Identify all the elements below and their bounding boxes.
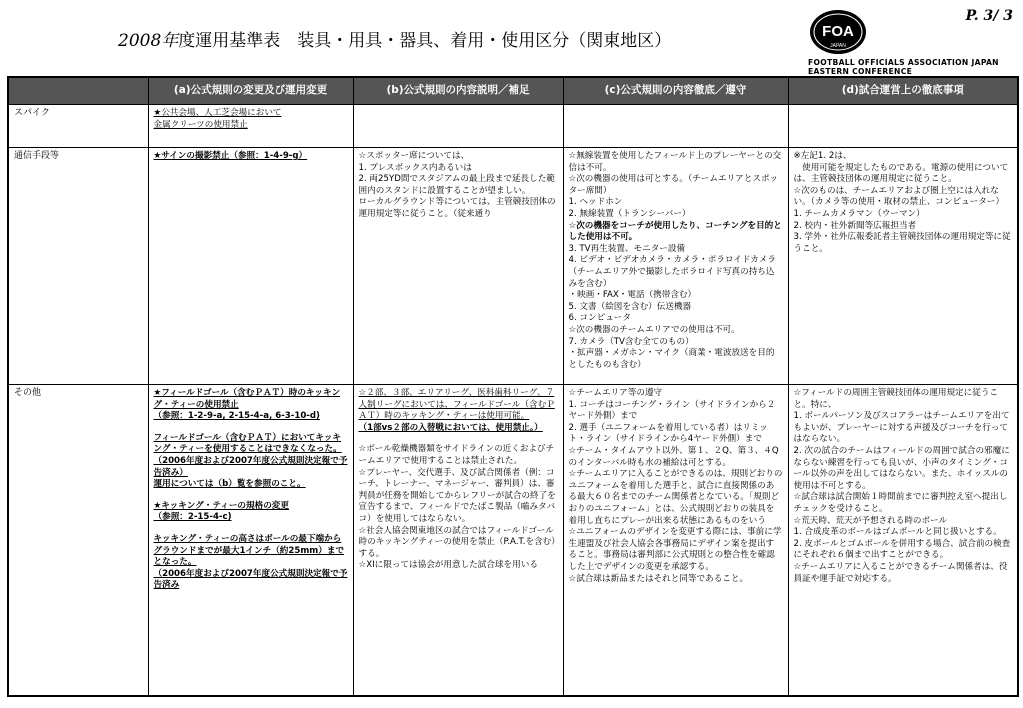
column-header-b: (b)公式規則の内容説明／補足 — [353, 77, 563, 105]
cell-d: ※左記1. 2は、 使用可能を規定したものである。電源の使用については、主管競技団体の運用規定に従うこと。 ☆次のものは、チームエリアおよび圏上空には入れない。（カメラ等の使用・取材の禁止、コンピューター） 1. チームカメラマン（ウーマン） 2. 校内・社外新聞等広報担当者 3. 学外・社外広報委託者主管競技団体の運用規定等に従うこと。 — [788, 148, 1018, 385]
table-row — [8, 105, 1018, 148]
foa-logo — [806, 6, 1021, 76]
logo-text: FOA — [822, 23, 854, 40]
page-title — [118, 26, 671, 51]
column-header-a: (a)公式規則の変更及び運用変更 — [148, 77, 353, 105]
table-row — [8, 148, 1018, 385]
column-header-d: (d)試合運営上の徹底事項 — [788, 77, 1018, 105]
column-header-c: (c)公式規則の内容徹底／遵守 — [563, 77, 788, 105]
title-year: 2008年 — [118, 31, 179, 51]
row-label: 通信手段等 — [8, 148, 148, 385]
logo-sub: JAPAN — [830, 43, 846, 49]
cell-b: ☆スポッター席については、 1. プレスボックス内あるいは 2. 両25YD間でスタジアムの最上段まで延長した範囲内のスタンドに設置することが望ましい。 ローカルグラウンド等については、主管競技団体の運用規定等に従うこと。（従来通り — [353, 148, 563, 385]
cell-c: ☆チームエリア等の遵守 1. コーチはコーチング・ライン（サイドラインから２ヤード外側）まで 2. 選手（ユニフォームを着用している者）はリミット・ライン（サイドラインから4ヤード外側）まで ☆チーム・タイムアウト以外、第１、２Q、第３、４Qのインターバル時も水の補給は可とする。 ☆チームエリアに入ることができるのは、規則どおりのユニフォームを着用した選手と、試合に直接関係のある最大６０名までのチーム関係者となている。「規則どおりのユニフォーム」とは、公式規則どおりの装具を着用し直ちにプレーが出来る状態にあるものをいう ☆ユニフォームのデザインを変更する際には、事前に学生連盟及び社会人協会各事務局にデザイン案を提出すること。事務局は審判部に公式規則との整合性を確認した上でデザインの変更を承認する。 ☆試合球は新品またはそれと同等であること。 — [563, 385, 788, 697]
cell-b — [353, 105, 563, 148]
cell-a: ★サインの撮影禁止（参照：1-4-9-g） — [148, 148, 353, 385]
cell-a: ★公共会場、人工芝会場において 金属クリーツの使用禁止 — [148, 105, 353, 148]
foa-emblem-icon — [808, 8, 868, 56]
page-number: P. 3/ 3 — [965, 8, 1013, 24]
title-text: 度運用基準表 装具・用具・器具、着用・使用区分（関東地区） — [178, 31, 672, 51]
org-name-line2: EASTERN CONFERENCE — [808, 67, 913, 76]
cell-c: ☆無線装置を使用したフィールド上のプレーヤーとの交信は不可。 ☆次の機器の使用は可とする。（チームエリアとスポッター席間） 1. ヘッドホン 2. 無線装置（トランシーバー） ☆次の機器をコーチが使用したり、コーチングを目的とした使用は不可。 3. TV再生装置、モニター設備 4. ビデオ・ビデオカメラ・カメラ・ポラロイドカメラ（チームエリア外で撮影したポラロイド写真の持ち込みを含む） ・映画・FAX・電話（携帯含む） 5. 文書（絵図を含む）伝送機器 6. コンピュータ ☆次の機器のチームエリアでの使用は不可。 7. カメラ（TV含む全てのもの） ・拡声器・メガホン・マイク（商業・電波放送を目的としたものも含む） — [563, 148, 788, 385]
regulation-table — [7, 76, 1019, 697]
cell-d — [788, 105, 1018, 148]
org-name-line1: FOOTBALL OFFICIALS ASSOCIATION JAPAN — [808, 58, 999, 67]
cell-d: ☆フィールドの周囲主管競技団体の運用規定に従うこと。特に、 1. ボールパーソン及びスコアラーはチームエリアを出てもよいが、プレーヤーに対する声援及びコーチを行ってはならない。 2. 次の試合のチームはフィールドの周囲で試合の邪魔にならない練習を行っても良いが、小声のタイミング・コール以外の声を出してはならない。また、ホイッスルの使用は不可とする。 ☆試合球は試合開始１時間前までに審判控え室へ提出しチェックを受けること。 ☆荒天時、荒天が予想される時のボール 1. 合成皮革のボールはゴムボールと同じ扱いとする。 2. 皮ボールとゴムボールを併用する場合、試合前の検査にそれぞれ６個まで出すことができる。 ☆チームエリアに入ることができるチーム関係者は、役員証や運手証で対応する。 — [788, 385, 1018, 697]
table-header-row — [8, 77, 1018, 105]
cell-b: ☆２部、３部、エリアリーグ、医科歯科リーグ、７人制リーグにおいては、フィールドゴール（含むＰＡＴ）時のキッキング・ティーは使用可能。 （1部vs２部の入替戦においては、使用禁止。） ☆ボール乾燥機器類をサイドラインの近くおよびチームエリアで使用することは禁止された。 ☆プレーヤー、交代選手、及び試合関係者（例：コーチ、トレーナー、マネージャー、審判員）は、審判員が任務を開始してからレフリーが試合の終了を宣告するまで、フィールドでたばこ製品（嚙みタバコ）を使用してはならない。 ☆社会人協会関東地区の試合ではフィールドゴール時のキッキングティーの使用を禁止（P.A.T.を含む）する。 ☆XIに限っては協会が用意した試合球を用いる — [353, 385, 563, 697]
cell-a: ★フィールドゴール（含むＰＡＴ）時のキッキング・ティーの使用禁止 （参照：1-2-9-a, 2-15-4-a, 6-3-10-d) フィールドゴール（含むＰＡＴ）においてキッキング・ティーを使用することはできなくなった。 （2006年度および2007年度公式規則決定報で予告済み） 運用については（b）覧を参照のこと。 ★キッキング・ティーの規格の変更 （参照：2-15-4-c) キッキング・ティーの高さはボールの最下端からグラウンドまでが最大1インチ（約25mm）までとなった。 （2006年度および2007年度公式規則決定報で予告済み — [148, 385, 353, 697]
row-label: その他 — [8, 385, 148, 697]
cell-c — [563, 105, 788, 148]
column-header-blank — [8, 77, 148, 105]
row-label: スパイク — [8, 105, 148, 148]
table-row — [8, 385, 1018, 697]
